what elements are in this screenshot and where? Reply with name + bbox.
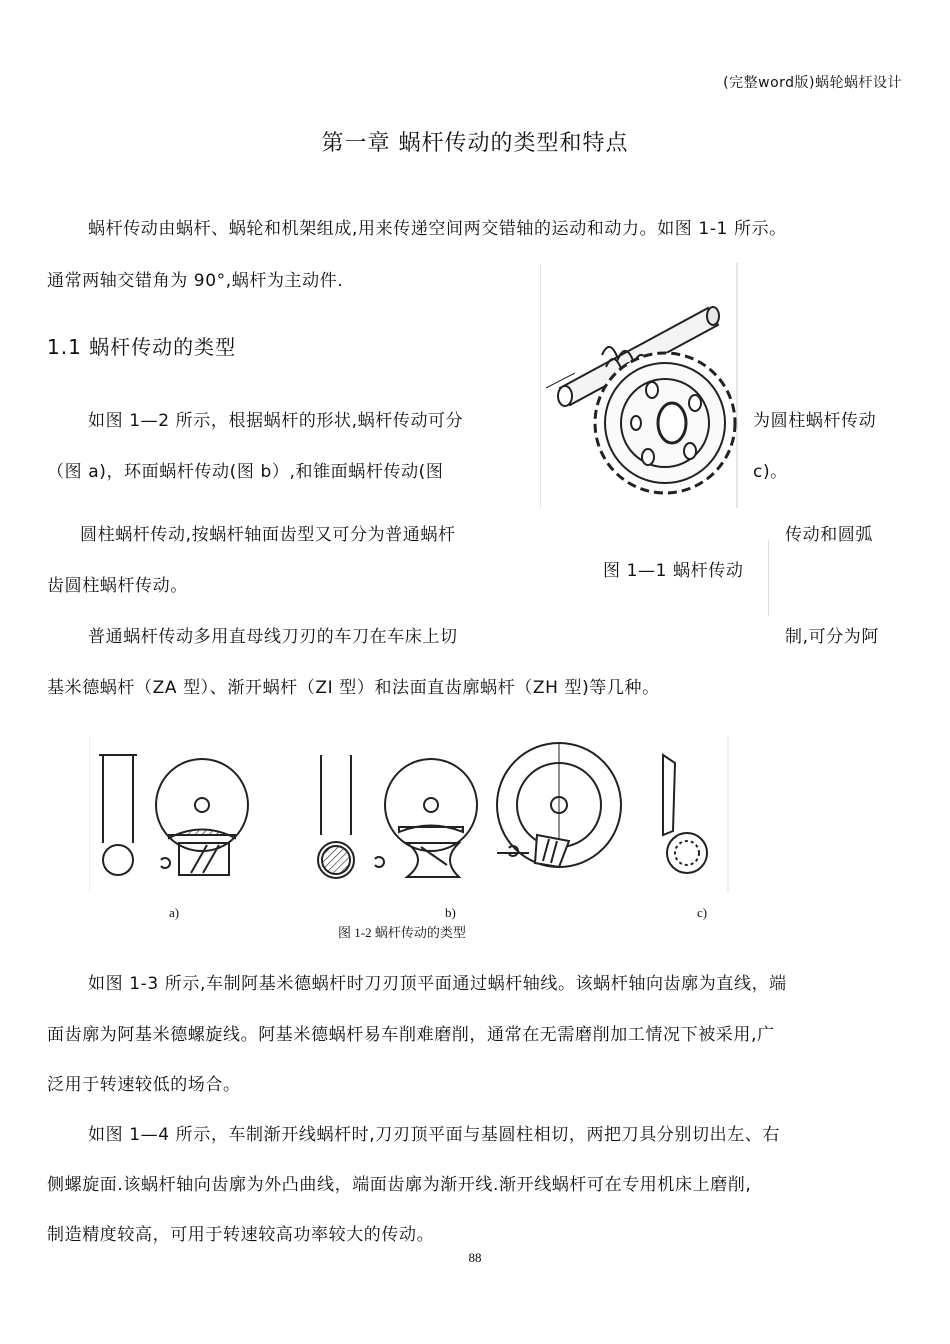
- type-b-enveloping: [318, 755, 477, 878]
- cyl-line-1-left: 圆柱蜗杆传动,按蜗杆轴面齿型又可分为普通蜗杆: [80, 525, 456, 545]
- section-heading-1-1: 1.1 蜗杆传动的类型: [47, 335, 237, 359]
- fig14-line-2: 侧螺旋面.该蜗杆轴向齿廓为外凸曲线，端面齿廓为渐开线.渐开线蜗杆可在专用机床上磨削,: [47, 1175, 752, 1195]
- fig14-line-3: 制造精度较高，可用于转速较高功率较大的传动。: [47, 1225, 435, 1245]
- figure-1-2-label-b: b): [445, 905, 456, 920]
- figure-1-2-caption: 图 1-2 蜗杆传动的类型: [338, 925, 466, 940]
- worm-types-drawing: [89, 735, 729, 893]
- figure-1-2-label-c: c): [697, 905, 708, 920]
- types-line-1-left: 如图 1—2 所示，根据蜗杆的形状,蜗杆传动可分: [88, 411, 464, 431]
- types-line-1-right: 为圆柱蜗杆传动: [753, 411, 877, 431]
- fig13-line-2: 面齿廓为阿基米德螺旋线。阿基米德蜗杆易车削难磨削，通常在无需磨削加工情况下被采用,广: [47, 1025, 775, 1045]
- worm-wheel: [595, 353, 735, 493]
- worm-gear-drawing: [540, 263, 738, 508]
- ordinary-line-2: 基米德蜗杆（ZA 型）、渐开蜗杆（ZI 型）和法面直齿廓蜗杆（ZH 型)等几种。: [47, 678, 660, 698]
- types-line-2-right: c)。: [753, 462, 788, 482]
- fig13-line-1: 如图 1-3 所示,车制阿基米德蜗杆时刀刃顶平面通过蜗杆轴线。该蜗杆轴向齿廓为直线，端: [88, 974, 787, 994]
- cyl-line-2: 齿圆柱蜗杆传动。: [47, 576, 188, 596]
- fig14-line-1: 如图 1—4 所示，车制渐开线蜗杆时,刀刃顶平面与基圆柱相切，两把刀具分别切出左、右: [88, 1125, 781, 1145]
- figure-1-1-divider: [768, 540, 769, 616]
- running-header: (完整word版)蜗轮蜗杆设计: [723, 75, 902, 91]
- cyl-line-1-right: 传动和圆弧: [785, 525, 873, 545]
- fig13-line-3: 泛用于转速较低的场合。: [47, 1075, 241, 1095]
- chapter-title: 第一章 蜗杆传动的类型和特点: [321, 131, 629, 156]
- type-c-conical: [497, 743, 707, 873]
- figure-1-1-image: [540, 263, 738, 508]
- types-line-2-left: （图 a)，环面蜗杆传动(图 b）,和锥面蜗杆传动(图: [47, 462, 444, 482]
- figure-1-2-label-a: a): [169, 905, 180, 920]
- intro-line-2: 通常两轴交错角为 90°,蜗杆为主动件.: [47, 271, 344, 291]
- intro-line-1: 蜗杆传动由蜗杆、蜗轮和机架组成,用来传递空间两交错轴的运动和动力。如图 1-1 所示。: [88, 219, 787, 239]
- type-a-cylindrical: [99, 755, 248, 875]
- ordinary-line-1-left: 普通蜗杆传动多用直母线刀刃的车刀在车床上切: [88, 627, 458, 647]
- ordinary-line-1-right: 制,可分为阿: [785, 627, 880, 647]
- figure-1-1-caption: 图 1—1 蜗杆传动: [603, 561, 744, 581]
- figure-1-2-image: [89, 735, 729, 893]
- page-number: 88: [468, 1250, 482, 1265]
